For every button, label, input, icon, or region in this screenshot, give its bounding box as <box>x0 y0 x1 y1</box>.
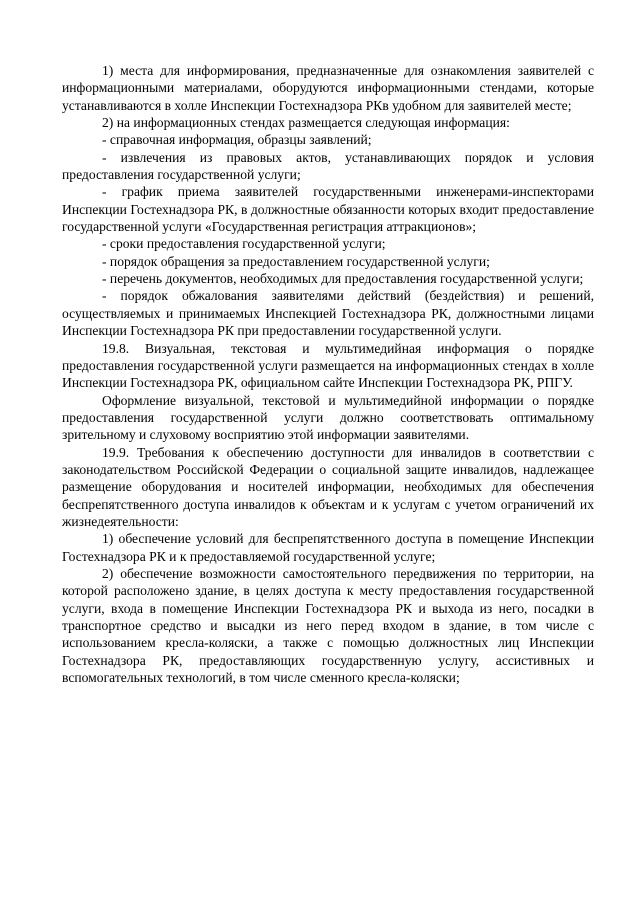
section-19-8-paragraph: 19.8. Визуальная, текстовая и мультимедийная информация о порядке предоставления государственной услуги размещается на информационных стендах в холле Инспекции Гостехнадзора РК, официальном сайте Инспекции Гостехнадзора РК, РПГУ. <box>62 340 594 391</box>
bullet-application-procedure: - порядок обращения за предоставлением государственной услуги; <box>102 253 490 269</box>
bullet-appeal-procedure: - порядок обжалования заявителями действий (бездействия) и решений, осуществляемых и принимаемых Инспекцией Гостехнадзора РК, должностными лицами Инспекции Гостехнадзора РК при предоставлении государственной услуги. <box>62 288 594 339</box>
bullet-legal-extracts: - извлечения из правовых актов, устанавливающих порядок и условия предоставления государственной услуги; <box>62 149 594 183</box>
section-19-9-paragraph: 19.9. Требования к обеспечению доступности для инвалидов в соответствии с законодательством Российской Федерации о социальной защите инвалидов, надлежащее размещение оборудования и носителей информации, необходимых для обеспечения беспрепятственного доступа инвалидов к объектам и к услугам с учетом ограничений их жизнедеятельности: <box>62 444 594 529</box>
paragraph-item-1-information-places: 1) места для информирования, предназначенные для ознакомления заявителей с информационными материалами, оборудуются информационными стендами, которые устанавливаются в холле Инспекции Гостехнадзора РКв удобном для заявителей месте; <box>62 63 594 113</box>
bullet-service-deadlines: - сроки предоставления государственной услуги; <box>102 236 386 252</box>
bullet-reference-info: - справочная информация, образцы заявлений; <box>102 132 372 148</box>
bullet-documents-list: - перечень документов, необходимых для предоставления государственной услуги; <box>102 271 584 287</box>
paragraph-item-2-information-stands: 2) на информационных стендах размещается следующая информация: <box>102 115 510 131</box>
information-design-paragraph: Оформление визуальной, текстовой и мультимедийной информации о порядке предоставления государственной услуги должно соответствовать оптимальному зрительному и слуховому восприятию этой информации заявителями. <box>62 392 594 443</box>
accessibility-item-2: 2) обеспечение возможности самостоятельного передвижения по территории, на которой расположено здание, в целях доступа к месту предоставления государственной услуги, входа в помещение Инспекции Гостехнадзора РК и выхода из него, посадки в транспортное средство и высадки из него перед входом в здание, в том числе с использованием кресла-коляски, а также с помощью должностных лиц Инспекции Гостехнадзора РК, предоставляющих государственную услугу, ассистивных и вспомогательных технологий, в том числе сменного кресла-коляски; <box>62 565 594 686</box>
bullet-reception-schedule: - график приема заявителей государственными инженерами-инспекторами Инспекции Гостехнадзора РК, в должностные обязанности которых входит предоставление государственной услуги «Государственная регистрация аттракционов»; <box>62 184 594 235</box>
accessibility-item-1: 1) обеспечение условий для беспрепятственного доступа в помещение Инспекции Гостехнадзора РК и к предоставляемой государственной услуге; <box>62 531 594 564</box>
